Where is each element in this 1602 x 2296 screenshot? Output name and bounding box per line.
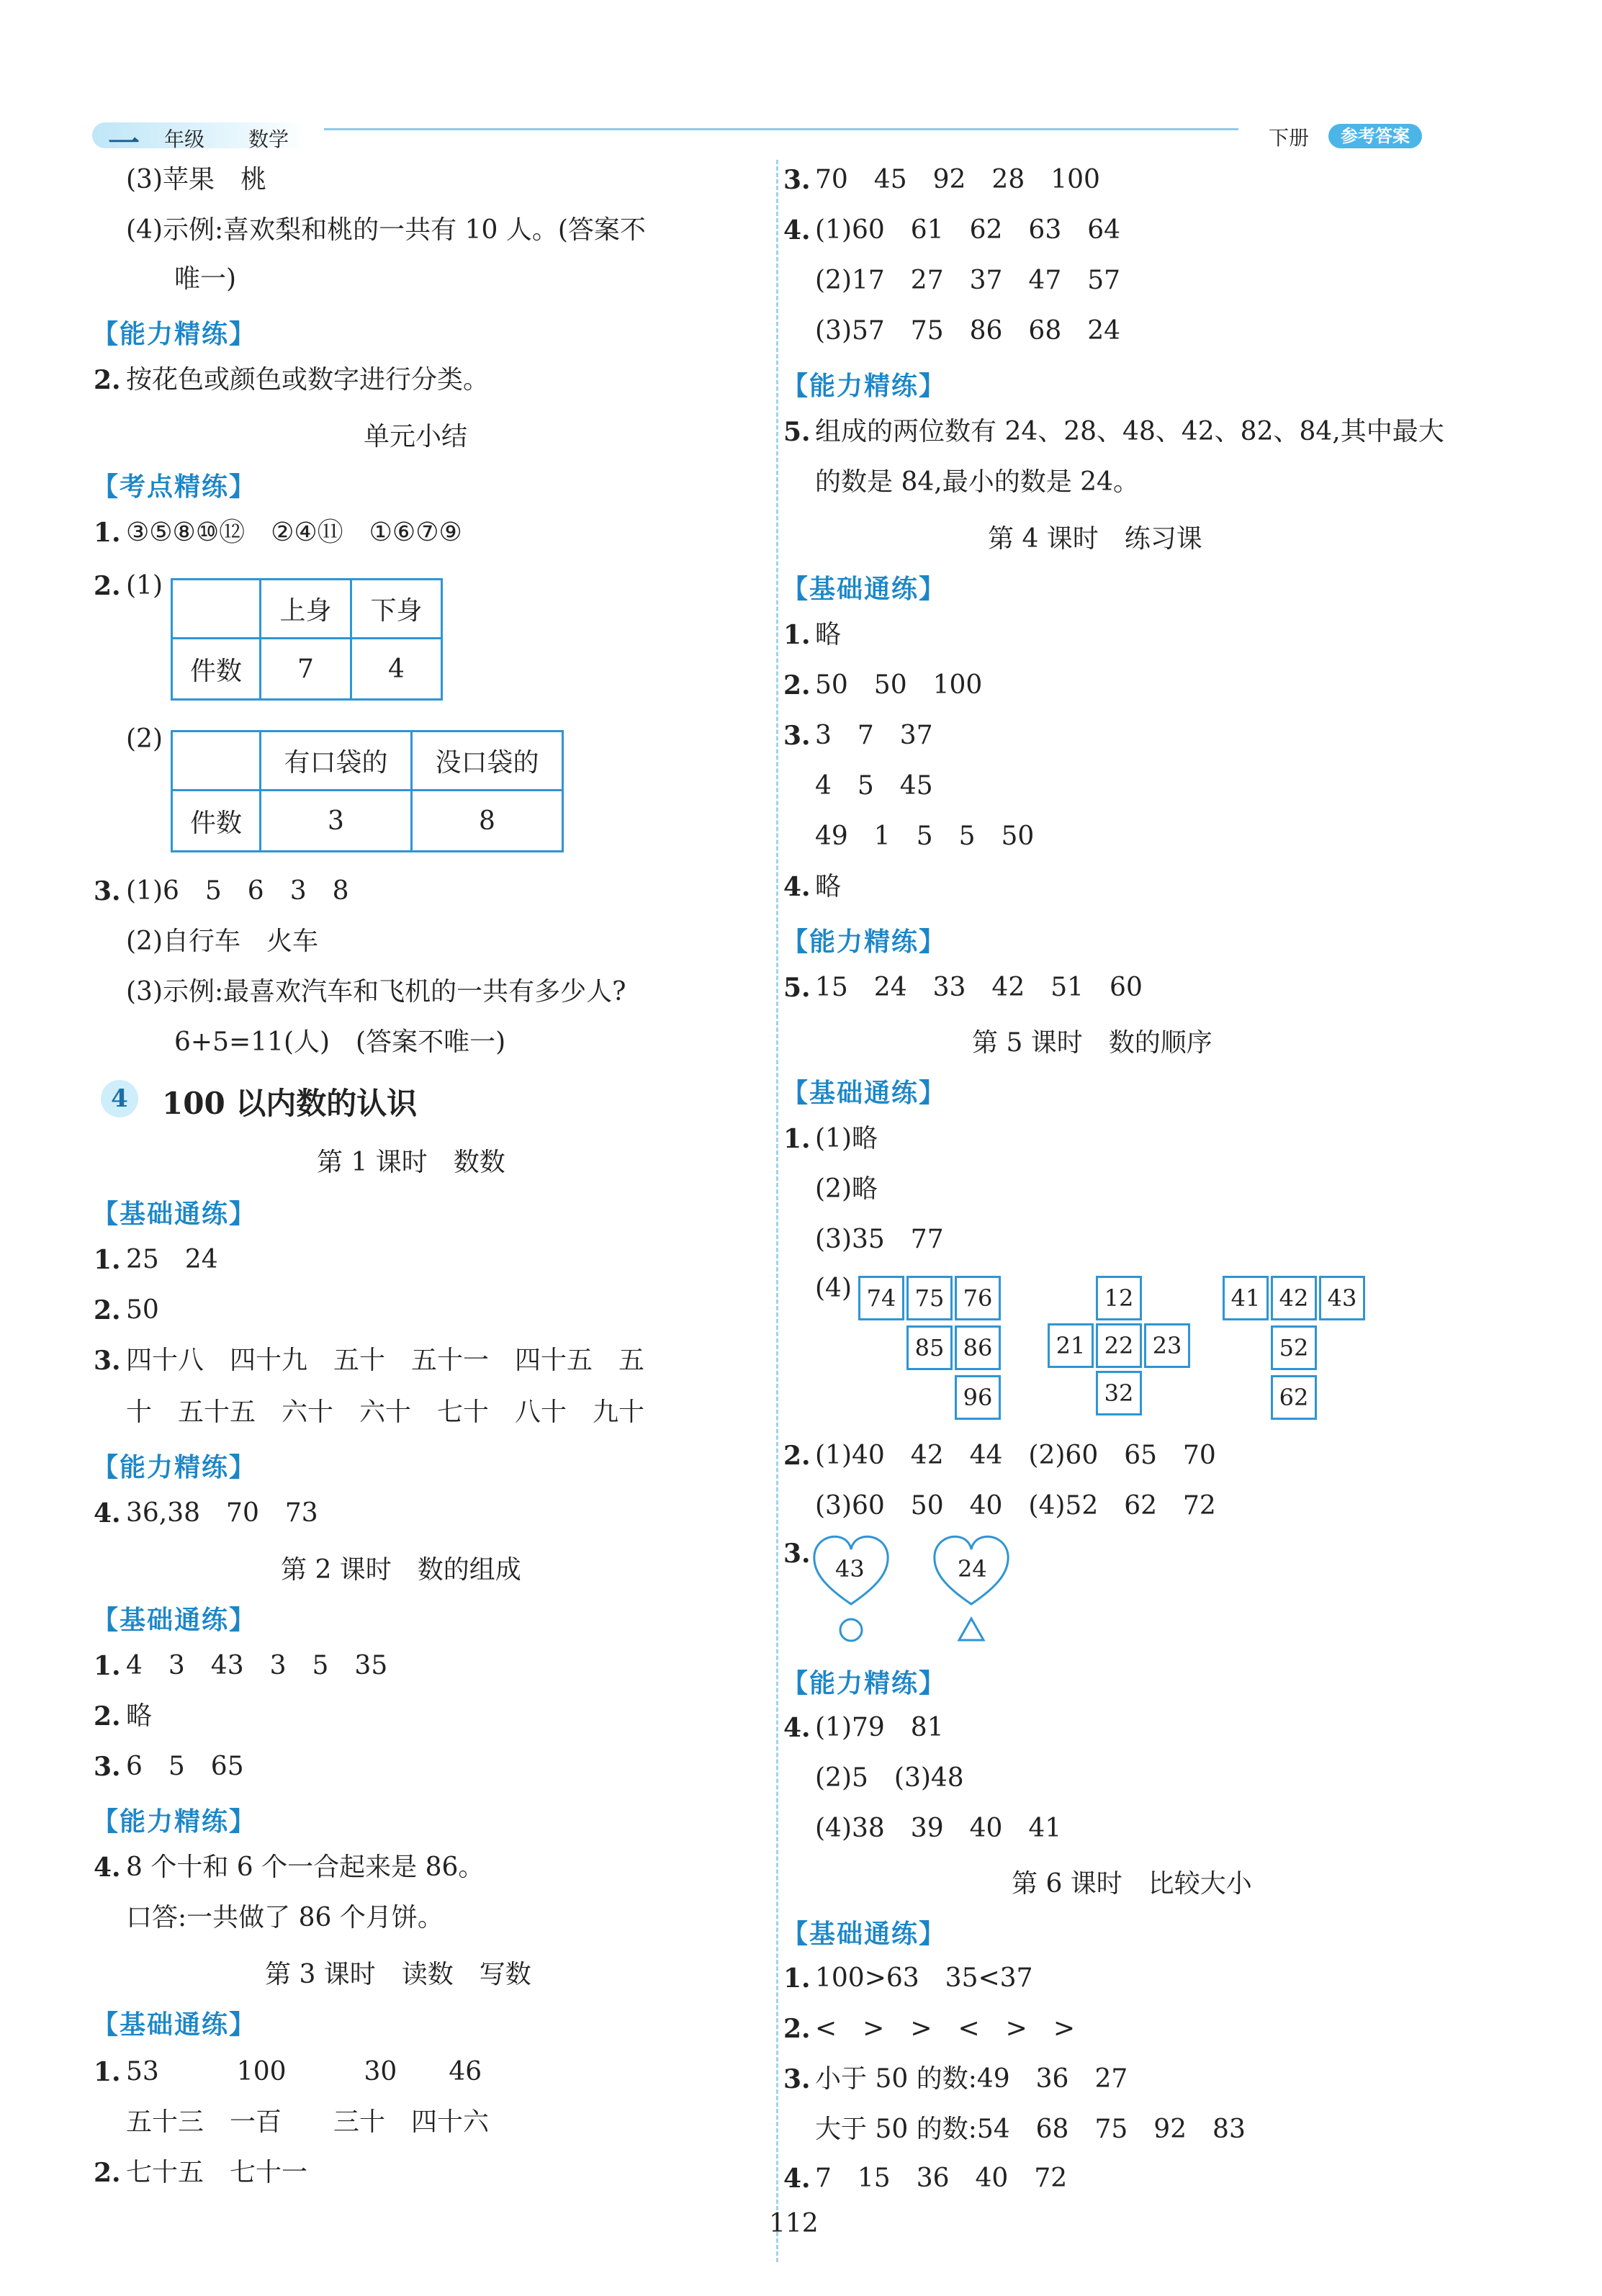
section-heading: 【能力精练】 [782,1668,947,1698]
question-number: 2. [94,1295,121,1325]
answer-badge: 参考答案 [1328,124,1422,148]
question-number: 3. [94,876,121,906]
question-number: 1. [94,2057,121,2087]
table-cell: 7 [261,639,351,700]
grid-cell: 74 [858,1276,904,1320]
text-line: 七十五 七十一 [126,2158,308,2187]
section-heading: 【能力精练】 [782,371,947,401]
text-line: (3)60 50 40 (4)52 62 72 [815,1491,1216,1521]
question-number: 4. [783,2164,811,2194]
unit-summary-title: 单元小结 [364,422,468,451]
lesson-title: 第 6 课时 比较大小 [1012,1869,1252,1899]
grid-cell: 75 [906,1276,953,1320]
grid-cell: 23 [1144,1323,1190,1368]
text-line: (1)60 61 62 63 64 [815,215,1121,245]
text-line: (4) [815,1274,852,1303]
heart-value: 24 [958,1555,987,1583]
text-line: 50 50 100 [815,670,983,700]
grid-cell: 86 [955,1325,1001,1370]
question-number: 2. [783,2014,811,2044]
chapter-title: 100 以内数的认识 [162,1086,418,1121]
table-clothes [171,578,443,701]
grid-cell: 21 [1048,1323,1094,1368]
grid-cell: 42 [1271,1276,1317,1320]
volume-label: 下册 [1269,126,1310,150]
table-header: 有口袋的 [261,731,412,791]
heart-icon [930,1532,1013,1647]
text-line: 大于 50 的数:54 68 75 92 83 [815,2115,1246,2144]
text-line: 8 个十和 6 个一合起来是 86。 [126,1852,485,1882]
header-rule [324,128,1238,130]
text-line: 4 3 43 3 5 35 [126,1651,388,1680]
heart-value: 43 [835,1555,865,1583]
section-heading: 【考点精练】 [92,472,257,502]
question-number: 2. [94,1701,121,1732]
table-row-label: 件数 [172,791,261,852]
question-number: 3. [783,2064,811,2094]
text-line: (1)略 [815,1124,878,1153]
text-line: (2)略 [815,1174,878,1204]
text-line: 70 45 92 28 100 [815,165,1100,194]
text-line: 唯一) [174,264,237,294]
section-heading: 【基础通练】 [92,2009,257,2040]
question-number: 5. [783,973,811,1003]
question-number: 1. [783,620,811,650]
section-heading: 【基础通练】 [92,1605,257,1635]
text-line: (1)6 5 6 3 8 [126,876,349,906]
text-line: (2) [126,724,163,754]
column-divider [776,160,778,2262]
lesson-title: 第 2 课时 数的组成 [281,1555,521,1585]
section-heading: 【基础通练】 [782,574,947,604]
grid-cell: 96 [955,1375,1001,1420]
text-line: 略 [126,1701,153,1731]
grid-cell: 32 [1096,1371,1142,1415]
text-line: 15 24 33 42 51 60 [815,973,1143,1002]
grid-cell: 62 [1271,1375,1317,1420]
text-line: 组成的两位数有 24、28、48、42、82、84,其中最大 [815,417,1444,446]
question-number: 2. [94,365,121,395]
section-heading: 【基础通练】 [782,1078,947,1108]
grid-cell: 41 [1223,1276,1269,1320]
question-number: 2. [783,1441,811,1471]
table-row-label: 件数 [172,639,261,700]
text-line: 略 [815,872,842,901]
question-number: 3. [94,1346,121,1376]
text-line: 口答:一共做了 86 个月饼。 [126,1903,444,1932]
grid-cell: 85 [906,1325,953,1370]
section-heading: 【能力精练】 [92,1806,257,1837]
table-header: 没口袋的 [412,731,563,791]
section-heading: 【能力精练】 [782,927,947,957]
text-line: 49 1 5 5 50 [815,821,1035,851]
text-line: 4 5 45 [815,771,933,801]
text-line: (2)自行车 火车 [126,927,318,956]
table-cell: 3 [261,791,412,852]
section-heading: 【能力精练】 [92,319,257,349]
text-line: 100>63 35<37 [815,1963,1033,1993]
question-number: 2. [94,2158,121,2188]
table-pockets [171,730,564,852]
question-number: 5. [783,417,811,447]
table-cell: 4 [351,639,442,700]
text-line: (3)57 75 86 68 24 [815,316,1121,346]
page-number: 112 [769,2209,819,2238]
question-number: 1. [783,1963,811,1994]
table-cell: 8 [412,791,563,852]
text-line: < > > < > > [815,2014,1075,2043]
heart-icon [810,1532,893,1647]
question-number: 3. [783,1539,811,1569]
text-line: 略 [815,620,842,649]
text-line: 7 15 36 40 72 [815,2164,1068,2193]
text-line: 小于 50 的数:49 36 27 [815,2064,1128,2094]
question-number: 4. [94,1498,121,1529]
grid-cell: 52 [1271,1325,1317,1370]
text-line: 五十三 一百 三十 四十六 [126,2107,490,2137]
text-line: 按花色或颜色或数字进行分类。 [126,365,490,395]
text-line: (4)38 39 40 41 [815,1814,1062,1843]
text-line: (2)5 (3)48 [815,1763,964,1793]
text-line: 6 5 65 [126,1752,244,1781]
question-number: 4. [94,1852,121,1883]
section-heading: 【基础通练】 [92,1199,257,1229]
question-number: 1. [94,1245,121,1275]
text-line: 3 7 37 [815,721,933,750]
table-header: 上身 [261,580,351,639]
section-heading: 【基础通练】 [782,1919,947,1949]
question-number: 1. [94,1651,121,1681]
lesson-title: 第 1 课时 数数 [317,1148,505,1177]
grid-cell: 22 [1096,1323,1142,1368]
grade-label: 年级 [164,127,205,151]
question-number: 1. [783,1124,811,1154]
text-line: (3)苹果 桃 [126,165,266,194]
text-line: 十 五十五 六十 六十 七十 八十 九十 [126,1397,645,1427]
question-number: 2. [783,670,811,701]
chapter-number: 4 [101,1080,138,1117]
grid-cell: 76 [955,1276,1001,1320]
grid-cell: 12 [1096,1276,1142,1320]
section-heading: 【能力精练】 [92,1452,257,1482]
text-line: (3)示例:最喜欢汽车和飞机的一共有多少人? [126,977,626,1007]
text-line: (3)35 77 [815,1225,944,1254]
question-number: 4. [783,1713,811,1743]
text-line: 的数是 84,最小的数是 24。 [815,467,1139,497]
text-line: 36,38 70 73 [126,1498,318,1528]
grade-number: 一 [108,125,140,162]
text-line: (2)17 27 37 47 57 [815,266,1121,295]
question-number: 1. [94,518,121,548]
question-number: 4. [783,872,811,902]
text-line: (1)79 81 [815,1713,944,1742]
text-line: ③⑤⑧⑩⑫ ②④⑪ ①⑥⑦⑨ [126,518,462,547]
lesson-title: 第 4 课时 练习课 [988,524,1202,554]
subject-label: 数学 [248,127,289,151]
lesson-title: 第 3 课时 读数 写数 [265,1960,531,1989]
table-header: 下身 [351,580,442,639]
grid-cell: 43 [1319,1276,1365,1320]
lesson-title: 第 5 课时 数的顺序 [972,1028,1212,1058]
question-number: 3. [783,721,811,751]
question-number: 3. [783,165,811,195]
question-number: 4. [783,215,811,246]
text-line: (4)示例:喜欢梨和桃的一共有 10 人。(答案不 [126,215,646,245]
question-number: 3. [94,1752,121,1782]
text-line: 6+5=11(人) (答案不唯一) [174,1027,506,1057]
text-line: (1)40 42 44 (2)60 65 70 [815,1441,1216,1470]
text-line: 四十八 四十九 五十 五十一 四十五 五 [126,1346,645,1375]
text-line: 25 24 [126,1245,218,1274]
question-number: 2. [94,571,121,601]
text-line: 53 100 30 46 [126,2057,482,2086]
text-line: (1) [126,571,163,600]
text-line: 50 [126,1295,159,1325]
